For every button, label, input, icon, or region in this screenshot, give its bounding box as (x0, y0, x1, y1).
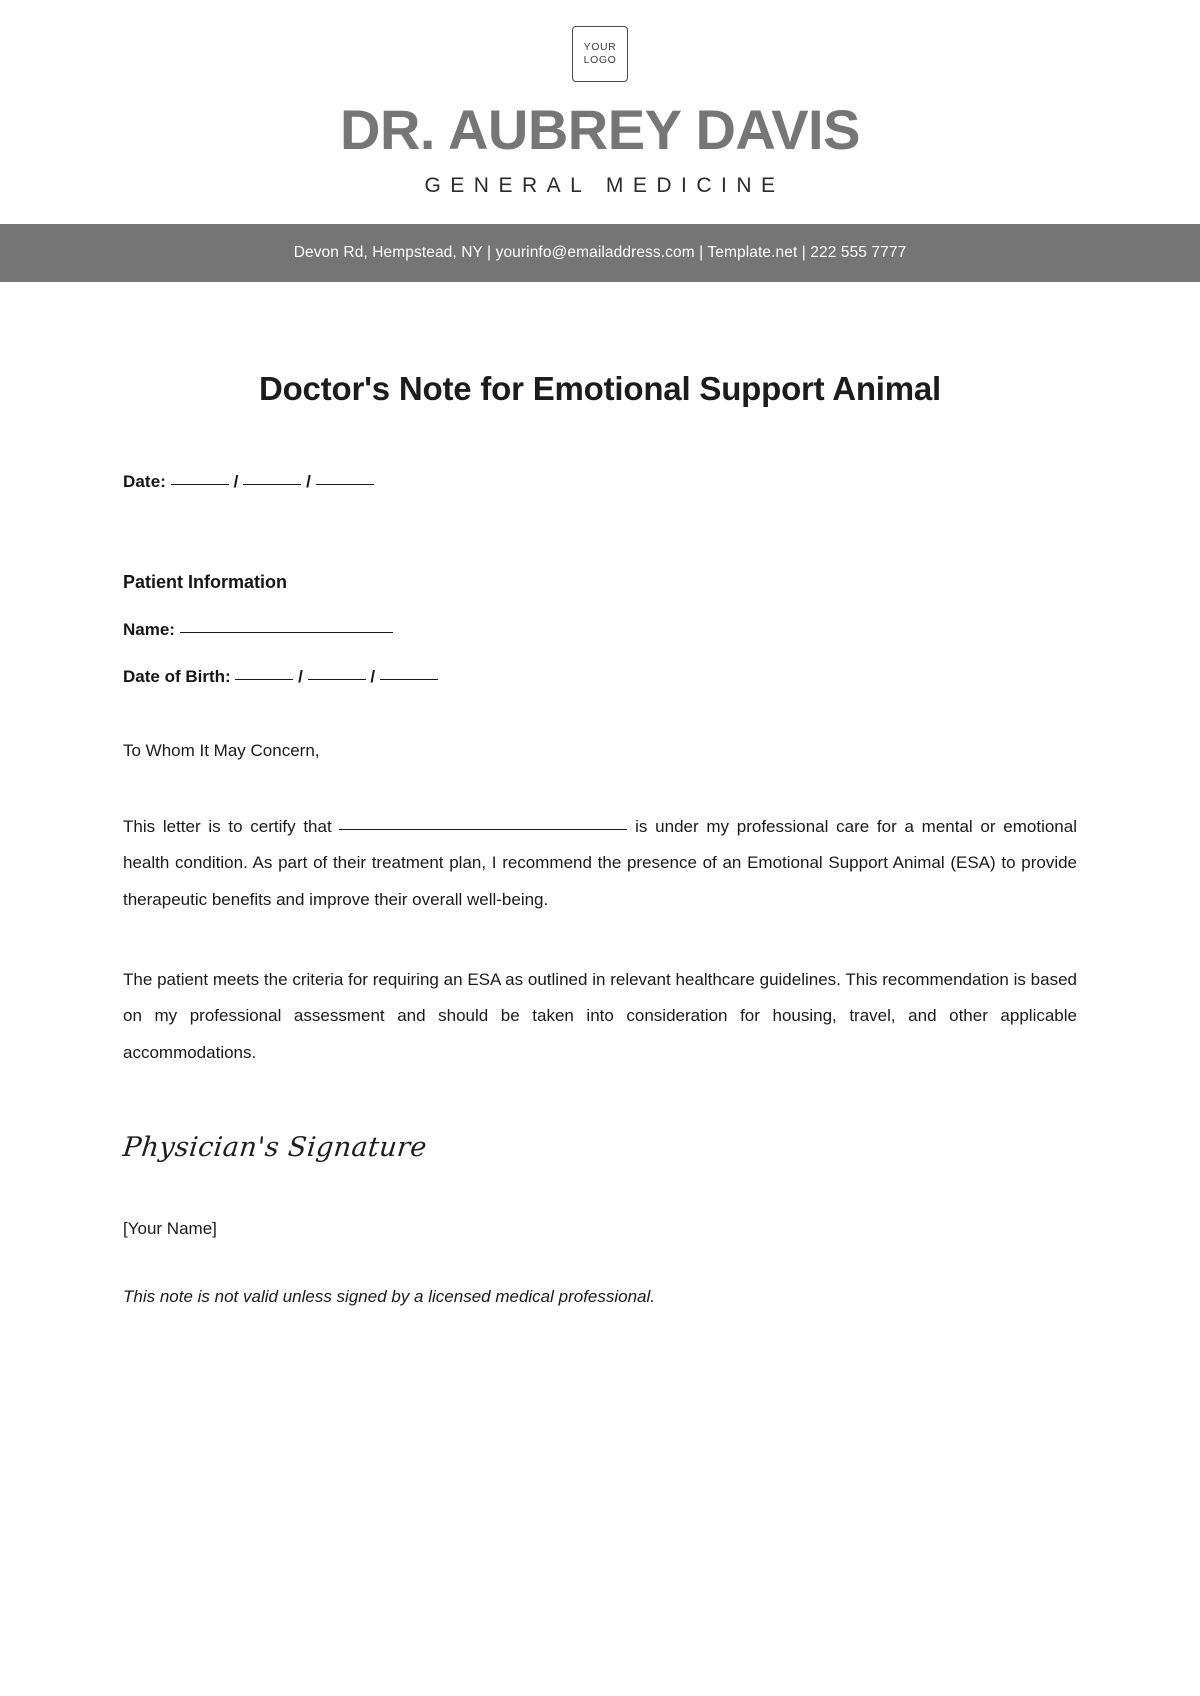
patient-dob-row (123, 667, 1077, 687)
date-label: Date: (123, 471, 167, 491)
page-title: Doctor's Note for Emotional Support Animal (258, 370, 942, 407)
date-separator-1: / (233, 471, 239, 491)
date-year-blank[interactable] (316, 484, 374, 485)
dob-day-blank[interactable] (235, 679, 293, 680)
certification-text-after-blank: is under my professional care for a mental or emotional health condition. As part of their treatment plan, I recommend the presence of an Emotional Support Animal (ESA) to provide therapeutic benefits and improve their overall well-being. (123, 816, 1077, 909)
date-separator-2: / (306, 471, 311, 491)
dob-month-blank[interactable] (308, 679, 366, 680)
dob-separator-1: / (298, 666, 303, 686)
date-month-blank[interactable] (243, 484, 301, 485)
date-field-row (123, 472, 1077, 492)
patient-name-blank[interactable] (180, 632, 393, 633)
certification-text-before-blank: This letter is to certify that (123, 816, 332, 836)
document-body (0, 370, 1200, 1307)
logo-line-2: LOGO (583, 54, 617, 66)
contact-bar (0, 224, 1200, 282)
patient-dob-label: Date of Birth: (123, 666, 231, 686)
salutation: To Whom It May Concern, (123, 740, 320, 760)
certification-paragraph (123, 809, 1077, 918)
patient-name-row (123, 620, 1077, 640)
criteria-paragraph: The patient meets the criteria for requiring an ESA as outlined in relevant healthcare guidelines. This recommendation is based on my professional assessment and should be taken into consideration for housing, travel, and other applicable accommodations. (123, 970, 1077, 1062)
patient-information-heading: Patient Information (123, 571, 288, 592)
practice-name: DR. AUBREY DAVIS (340, 98, 860, 161)
dob-separator-2: / (370, 666, 376, 686)
physician-signature: Physician's Signature (121, 1132, 429, 1164)
signer-name: [Your Name] (123, 1219, 217, 1239)
dob-year-blank[interactable] (380, 679, 438, 680)
practice-specialty: GENERAL MEDICINE (424, 174, 785, 197)
patient-name-label: Name: (123, 619, 175, 639)
your-logo-placeholder-icon (572, 26, 628, 82)
validity-disclaimer: This note is not valid unless signed by a licensed medical professional. (123, 1287, 656, 1307)
letterhead (0, 0, 1200, 282)
logo-line-1: YOUR (583, 41, 617, 54)
date-day-blank[interactable] (171, 484, 229, 485)
patient-name-inline-blank[interactable] (339, 829, 627, 830)
contact-details: Devon Rd, Hempstead, NY | yourinfo@emailaddress.com | Template.net | 222 555 7777 (293, 244, 907, 261)
